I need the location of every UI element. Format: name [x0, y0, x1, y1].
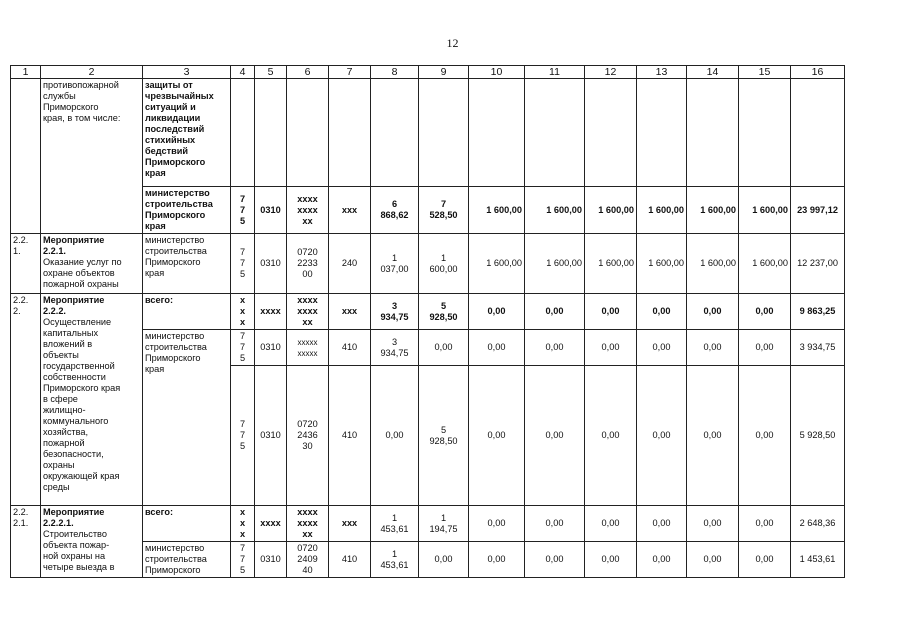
value-cell: 0,00	[525, 542, 585, 578]
value-cell: 1 600,00	[637, 234, 687, 294]
value-cell: 0,00	[371, 366, 419, 506]
row-number-cell: 2.2. 2.	[11, 294, 41, 506]
page-number: 12	[446, 36, 459, 50]
empty-cell	[469, 79, 525, 187]
section-code: 0310	[255, 366, 287, 506]
value-cell: 1 600,00	[419, 234, 469, 294]
empty-cell	[287, 79, 329, 187]
empty-cell	[739, 79, 791, 187]
section-code: xxxx	[255, 506, 287, 542]
value-cell: 0,00	[525, 294, 585, 330]
measure-name	[41, 506, 143, 578]
value-cell: 1 453,61	[371, 506, 419, 542]
target-code: xxxx xxxx xx	[287, 506, 329, 542]
value-cell: 0,00	[585, 330, 637, 366]
value-cell: 1 600,00	[739, 234, 791, 294]
table-row	[11, 234, 845, 294]
empty-cell	[637, 79, 687, 187]
value-cell: 0,00	[469, 542, 525, 578]
col-header: 13	[637, 66, 687, 79]
value-cell: 0,00	[637, 506, 687, 542]
gp-code: 7 7 5	[231, 187, 255, 234]
measure-name: противопожарной службы Приморского края, в том числе:	[41, 79, 143, 234]
value-cell: 0,00	[419, 330, 469, 366]
row-number-cell	[11, 79, 41, 234]
empty-cell	[687, 79, 739, 187]
value-cell: 1 194,75	[419, 506, 469, 542]
expense-type: 410	[329, 330, 371, 366]
total-cell: 23 997,12	[791, 187, 845, 234]
target-code: 0720 2233 00	[287, 234, 329, 294]
empty-cell	[255, 79, 287, 187]
measure-description: Осуществление капитальных вложений в объекты государственной собственности Приморского края в сфере жилищно- коммунального хозяйства, пожарной безопасности, охраны окружающей края среды	[43, 317, 121, 492]
total-label: всего:	[143, 506, 231, 542]
value-cell: 0,00	[687, 294, 739, 330]
col-header: 6	[287, 66, 329, 79]
value-cell: 1 600,00	[525, 187, 585, 234]
col-header: 16	[791, 66, 845, 79]
value-cell: 0,00	[525, 330, 585, 366]
section-code: xxxx	[255, 294, 287, 330]
value-cell: 0,00	[469, 330, 525, 366]
gp-code: x x x	[231, 294, 255, 330]
gp-code: 7 7 5	[231, 330, 255, 366]
empty-cell	[371, 79, 419, 187]
expense-type: xxx	[329, 187, 371, 234]
total-cell: 3 934,75	[791, 330, 845, 366]
section-code: 0310	[255, 187, 287, 234]
value-cell: 5 928,50	[419, 294, 469, 330]
col-header: 9	[419, 66, 469, 79]
value-cell: 0,00	[739, 366, 791, 506]
expense-type: 410	[329, 366, 371, 506]
gp-code: 7 7 5	[231, 542, 255, 578]
gp-code: 7 7 5	[231, 234, 255, 294]
value-cell: 3 934,75	[371, 294, 419, 330]
value-cell: 0,00	[585, 542, 637, 578]
col-header: 3	[143, 66, 231, 79]
col-header: 1	[11, 66, 41, 79]
value-cell: 1 600,00	[739, 187, 791, 234]
target-code: 0720 2436 30	[287, 366, 329, 506]
gp-code: 7 7 5	[231, 366, 255, 506]
empty-cell	[585, 79, 637, 187]
value-cell: 0,00	[637, 330, 687, 366]
col-header: 11	[525, 66, 585, 79]
value-cell: 0,00	[687, 330, 739, 366]
value-cell: 0,00	[525, 366, 585, 506]
value-cell: 0,00	[585, 506, 637, 542]
value-cell: 6 868,62	[371, 187, 419, 234]
expense-type: xxx	[329, 506, 371, 542]
empty-cell	[231, 79, 255, 187]
value-cell: 1 600,00	[687, 187, 739, 234]
value-cell: 0,00	[637, 294, 687, 330]
value-cell: 1 600,00	[637, 187, 687, 234]
expense-type: xxx	[329, 294, 371, 330]
total-cell: 2 648,36	[791, 506, 845, 542]
row-number-cell: 2.2. 2.1.	[11, 506, 41, 578]
budget-table	[10, 65, 845, 578]
col-header: 12	[585, 66, 637, 79]
row-number-cell: 2.2. 1.	[11, 234, 41, 294]
value-cell: 1 600,00	[525, 234, 585, 294]
col-header: 7	[329, 66, 371, 79]
measure-title: Мероприятие 2.2.1.	[43, 235, 105, 256]
table-row	[11, 506, 845, 542]
measure-description: Оказание услуг по охране объектов пожарной охраны	[43, 257, 122, 289]
total-label: всего:	[143, 294, 231, 330]
section-code: 0310	[255, 542, 287, 578]
value-cell: 0,00	[637, 366, 687, 506]
total-cell: 5 928,50	[791, 366, 845, 506]
col-header: 15	[739, 66, 791, 79]
value-cell: 0,00	[525, 506, 585, 542]
total-cell: 12 237,00	[791, 234, 845, 294]
value-cell: 0,00	[469, 294, 525, 330]
col-header: 14	[687, 66, 739, 79]
expense-type: 240	[329, 234, 371, 294]
target-code: xxxx xxxx xx	[287, 187, 329, 234]
expense-type: 410	[329, 542, 371, 578]
value-cell: 1 600,00	[585, 187, 637, 234]
measure-title: Мероприятие 2.2.2.	[43, 295, 105, 316]
empty-cell	[791, 79, 845, 187]
value-cell: 0,00	[469, 506, 525, 542]
value-cell: 1 600,00	[687, 234, 739, 294]
measure-name	[41, 234, 143, 294]
section-code: 0310	[255, 330, 287, 366]
section-code: 0310	[255, 234, 287, 294]
value-cell: 1 453,61	[371, 542, 419, 578]
table-row	[11, 294, 845, 330]
value-cell: 0,00	[739, 506, 791, 542]
value-cell: 1 600,00	[585, 234, 637, 294]
total-cell: 1 453,61	[791, 542, 845, 578]
value-cell: 0,00	[739, 294, 791, 330]
value-cell: 0,00	[637, 542, 687, 578]
value-cell: 1 037,00	[371, 234, 419, 294]
target-code: xxxx xxxx xx	[287, 294, 329, 330]
value-cell: 0,00	[687, 506, 739, 542]
executor-cell: министерство строительства Приморского края	[143, 330, 231, 506]
value-cell: 5 928,50	[419, 366, 469, 506]
target-code: xxxxx xxxxx	[287, 330, 329, 366]
executor-cell: министерство строительства Приморского	[143, 542, 231, 578]
col-header: 5	[255, 66, 287, 79]
col-header: 8	[371, 66, 419, 79]
executor-cell: защиты от чрезвычайных ситуаций и ликвидации последствий стихийных бедствий Приморского края	[143, 79, 231, 187]
empty-cell	[329, 79, 371, 187]
measure-name	[41, 294, 143, 506]
value-cell: 0,00	[739, 330, 791, 366]
value-cell: 0,00	[739, 542, 791, 578]
target-code: 0720 2409 40	[287, 542, 329, 578]
empty-cell	[525, 79, 585, 187]
value-cell: 1 600,00	[469, 234, 525, 294]
value-cell: 0,00	[585, 294, 637, 330]
total-cell: 9 863,25	[791, 294, 845, 330]
value-cell: 0,00	[419, 542, 469, 578]
gp-code: x x x	[231, 506, 255, 542]
value-cell: 0,00	[469, 366, 525, 506]
value-cell: 3 934,75	[371, 330, 419, 366]
executor-cell: министерство строительства Приморского края	[143, 187, 231, 234]
empty-cell	[419, 79, 469, 187]
header-row	[11, 66, 845, 79]
col-header: 2	[41, 66, 143, 79]
value-cell: 7 528,50	[419, 187, 469, 234]
measure-description: Строительство объекта пожар- ной охраны на четыре выезда в	[43, 529, 115, 572]
table-row	[11, 79, 845, 187]
value-cell: 0,00	[687, 542, 739, 578]
col-header: 4	[231, 66, 255, 79]
measure-title: Мероприятие 2.2.2.1.	[43, 507, 105, 528]
col-header: 10	[469, 66, 525, 79]
value-cell: 0,00	[687, 366, 739, 506]
executor-cell: министерство строительства Приморского края	[143, 234, 231, 294]
value-cell: 0,00	[585, 366, 637, 506]
value-cell: 1 600,00	[469, 187, 525, 234]
